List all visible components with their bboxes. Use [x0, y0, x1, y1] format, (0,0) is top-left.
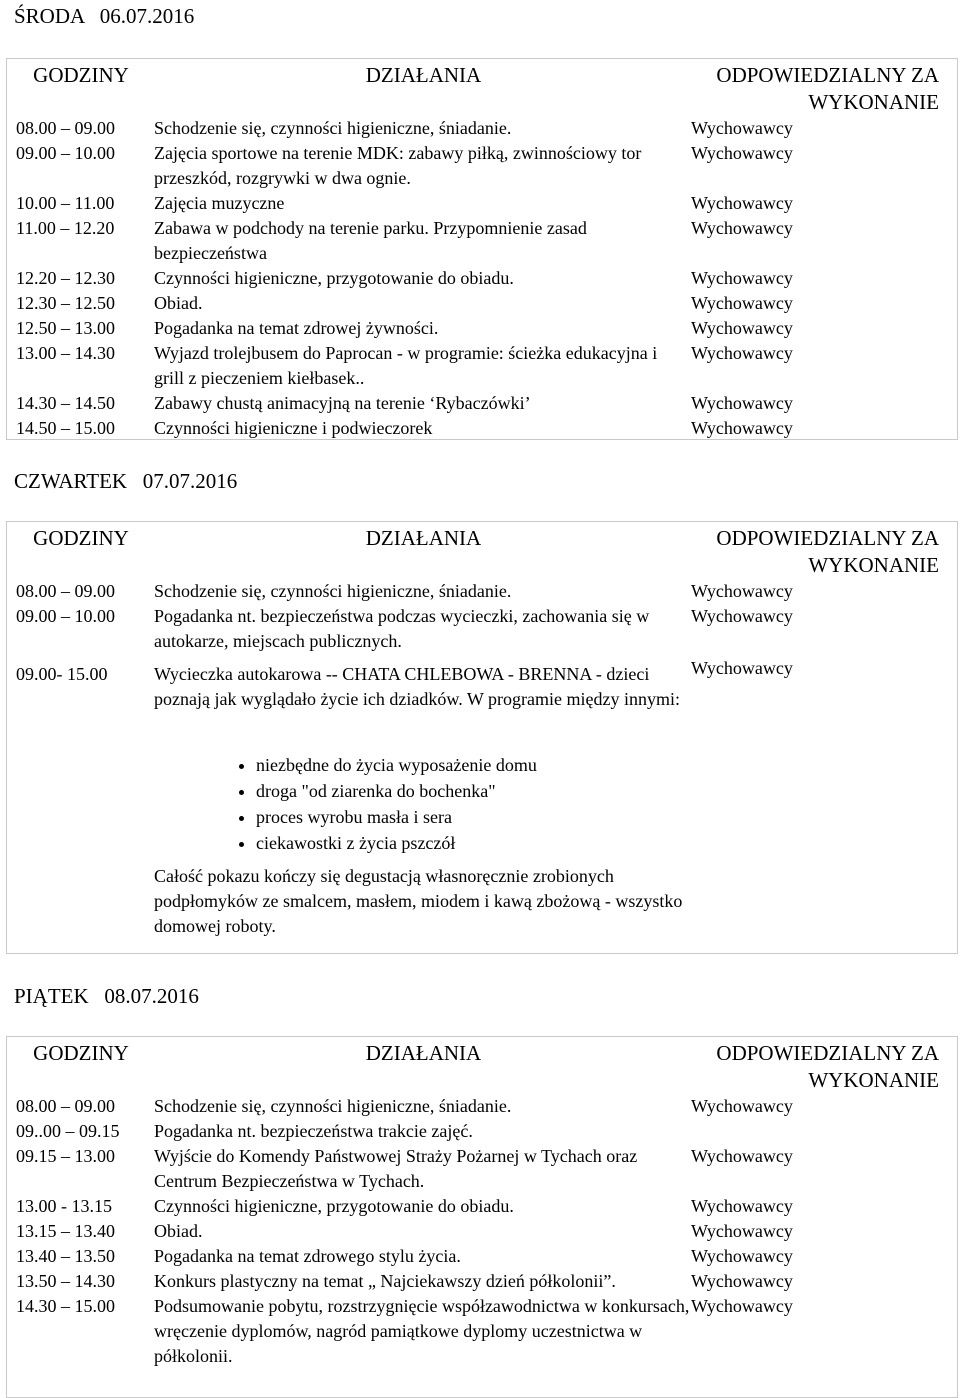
- row-time: 08.00 – 09.00: [16, 118, 115, 138]
- row-activity: Zajęcia muzyczne: [154, 193, 285, 213]
- row-activity: Czynności higieniczne, przygotowanie do obiadu.: [154, 268, 514, 288]
- row-responsible: Wychowawcy: [691, 1296, 793, 1316]
- table-row: [6, 579, 959, 604]
- table-row: [6, 1269, 959, 1294]
- row-activity: Schodzenie się, czynności higieniczne, śniadanie.: [154, 118, 512, 138]
- header-odpowiedzialny: ODPOWIEDZIALNY ZA WYKONANIE: [716, 526, 939, 577]
- schedule-table-sroda: [6, 58, 959, 441]
- header-godziny: GODZINY: [33, 526, 129, 550]
- row-time: 09..00 – 09.15: [16, 1121, 120, 1141]
- row-time: 09.00 – 10.00: [16, 143, 115, 163]
- row-time: 13.15 – 13.40: [16, 1221, 115, 1241]
- row-activity: Zajęcia sportowe na terenie MDK: zabawy piłką, zwinnościowy tor przeszkód, rozgrywki w dwa ognie.: [154, 143, 642, 188]
- row-time: 14.30 – 14.50: [16, 393, 115, 413]
- row-time: 12.30 – 12.50: [16, 293, 115, 313]
- table-row: [6, 391, 959, 416]
- table-row: [6, 316, 959, 341]
- row-time: 13.40 – 13.50: [16, 1246, 115, 1266]
- row-responsible: [691, 1119, 959, 1144]
- row-responsible: Wychowawcy: [691, 143, 793, 163]
- row-time: 12.50 – 13.00: [16, 318, 115, 338]
- list-item: • proces wyrobu masła i sera: [256, 804, 691, 830]
- table-row: [6, 1219, 959, 1244]
- row-activity: Wyjście do Komendy Państwowej Straży Pożarnej w Tychach oraz Centrum Bezpieczeństwa w Tychach.: [154, 1146, 638, 1191]
- row-time: 14.50 – 15.00: [16, 418, 115, 438]
- row-responsible: Wychowawcy: [691, 1271, 793, 1291]
- row-time: 11.00 – 12.20: [16, 218, 115, 238]
- row-activity: Podsumowanie pobytu, rozstrzygnięcie współzawodnictwa w konkursach, wręczenie dyplomów, nagród pamiątkowe dyplomy uczestnictwa w półkolonii.: [154, 1296, 690, 1366]
- trip-summary: Całość pokazu kończy się degustacją własnoręcznie zrobionych podpłomyków ze smalcem, masłem, miodem i kawą zbożową - wszystko domowej roboty.: [154, 866, 683, 936]
- row-responsible: Wychowawcy: [691, 293, 793, 313]
- table-header-row: [6, 1036, 959, 1094]
- header-dzialania: DZIAŁANIA: [365, 526, 482, 550]
- header-odpowiedzialny: ODPOWIEDZIALNY ZA WYKONANIE: [716, 1041, 939, 1092]
- row-responsible: Wychowawcy: [691, 193, 793, 213]
- list-item: • droga "od ziarenka do bochenka": [256, 778, 691, 804]
- table-header-row: [6, 521, 959, 579]
- row-activity: Zabawy chustą animacyjną na terenie ‘Rybaczówki’: [154, 393, 531, 413]
- row-time: 08.00 – 09.00: [16, 581, 115, 601]
- row-activity: Schodzenie się, czynności higieniczne, śniadanie.: [154, 1096, 512, 1116]
- table-row: [6, 341, 959, 391]
- row-activity: [152, 654, 691, 947]
- trip-bullet-list: [154, 752, 691, 856]
- row-activity: Obiad.: [154, 293, 203, 313]
- table-row: [6, 604, 959, 654]
- row-activity: Wyjazd trolejbusem do Paprocan - w programie: ścieżka edukacyjna i grill z pieczeniem kiełbasek..: [154, 343, 658, 388]
- row-activity: Obiad.: [154, 1221, 203, 1241]
- list-item: • niezbędne do życia wyposażenie domu: [256, 752, 691, 778]
- row-responsible: Wychowawcy: [691, 1196, 793, 1216]
- table-row: [6, 416, 959, 441]
- row-time: 13.00 – 14.30: [16, 343, 115, 363]
- row-activity: Pogadanka na temat zdrowej żywności.: [154, 318, 439, 338]
- row-activity: Pogadanka na temat zdrowego stylu życia.: [154, 1246, 461, 1266]
- row-responsible: Wychowawcy: [691, 318, 793, 338]
- header-godziny: GODZINY: [33, 63, 129, 87]
- table-header-row: [6, 58, 959, 116]
- day-title-piatek: PIĄTEK 08.07.2016: [14, 984, 199, 1008]
- day-title-czwartek: CZWARTEK 07.07.2016: [14, 469, 238, 493]
- row-responsible: Wychowawcy: [691, 581, 793, 601]
- row-responsible: Wychowawcy: [691, 393, 793, 413]
- day-title-sroda: ŚRODA 06.07.2016: [14, 4, 195, 28]
- table-row: [6, 141, 959, 191]
- row-responsible: Wychowawcy: [691, 1096, 793, 1116]
- row-responsible: Wychowawcy: [691, 268, 793, 288]
- row-activity: Czynności higieniczne, przygotowanie do obiadu.: [154, 1196, 514, 1216]
- row-time: 13.50 – 14.30: [16, 1271, 115, 1291]
- row-time: 10.00 – 11.00: [16, 193, 115, 213]
- row-time: 09.00 – 10.00: [16, 606, 115, 626]
- row-responsible: Wychowawcy: [691, 1246, 793, 1266]
- row-time: 09.00- 15.00: [16, 664, 108, 684]
- row-responsible: Wychowawcy: [691, 418, 793, 438]
- row-activity: Schodzenie się, czynności higieniczne, śniadanie.: [154, 581, 512, 601]
- row-activity: Pogadanka nt. bezpieczeństwa trakcie zajęć.: [154, 1121, 473, 1141]
- table-row: [6, 291, 959, 316]
- table-row: [6, 116, 959, 141]
- header-odpowiedzialny: ODPOWIEDZIALNY ZA WYKONANIE: [716, 63, 939, 114]
- table-row: [6, 1144, 959, 1194]
- row-responsible: Wychowawcy: [691, 218, 793, 238]
- table-row: [6, 1094, 959, 1119]
- row-responsible: Wychowawcy: [691, 343, 793, 363]
- table-row: [6, 1244, 959, 1269]
- table-row: [6, 266, 959, 291]
- row-time: 09.15 – 13.00: [16, 1146, 115, 1166]
- row-responsible: Wychowawcy: [691, 1146, 793, 1166]
- row-activity: Zabawa w podchody na terenie parku. Przypomnienie zasad bezpieczeństwa: [154, 218, 587, 263]
- trip-description: Wycieczka autokarowa -- CHATA CHLEBOWA - BRENNA - dzieci poznają jak wyglądało życie ich dziadków. W programie między innymi:: [154, 664, 680, 709]
- list-item: • ciekawostki z życia pszczół: [256, 830, 691, 856]
- row-activity: Pogadanka nt. bezpieczeństwa podczas wycieczki, zachowania się w autokarze, miejscach publicznych.: [154, 606, 650, 651]
- row-activity: Czynności higieniczne i podwieczorek: [154, 418, 433, 438]
- header-dzialania: DZIAŁANIA: [365, 63, 482, 87]
- row-activity: Konkurs plastyczny na temat „ Najciekawszy dzień półkolonii”.: [154, 1271, 616, 1291]
- row-responsible: Wychowawcy: [691, 606, 793, 626]
- row-time: 13.00 - 13.15: [16, 1196, 112, 1216]
- row-responsible: Wychowawcy: [691, 1221, 793, 1241]
- row-time: 14.30 – 15.00: [16, 1296, 115, 1316]
- row-time: 08.00 – 09.00: [16, 1096, 115, 1116]
- row-responsible: Wychowawcy: [691, 658, 793, 678]
- table-row: [6, 1119, 959, 1144]
- table-row: [6, 1194, 959, 1219]
- header-godziny: GODZINY: [33, 1041, 129, 1065]
- table-row: [6, 1294, 959, 1369]
- table-row: [6, 191, 959, 216]
- schedule-table-czwartek: [6, 521, 959, 947]
- header-dzialania: DZIAŁANIA: [365, 1041, 482, 1065]
- table-row: [6, 654, 959, 947]
- row-responsible: Wychowawcy: [691, 118, 793, 138]
- row-time: 12.20 – 12.30: [16, 268, 115, 288]
- schedule-table-piatek: [6, 1036, 959, 1369]
- table-row: [6, 216, 959, 266]
